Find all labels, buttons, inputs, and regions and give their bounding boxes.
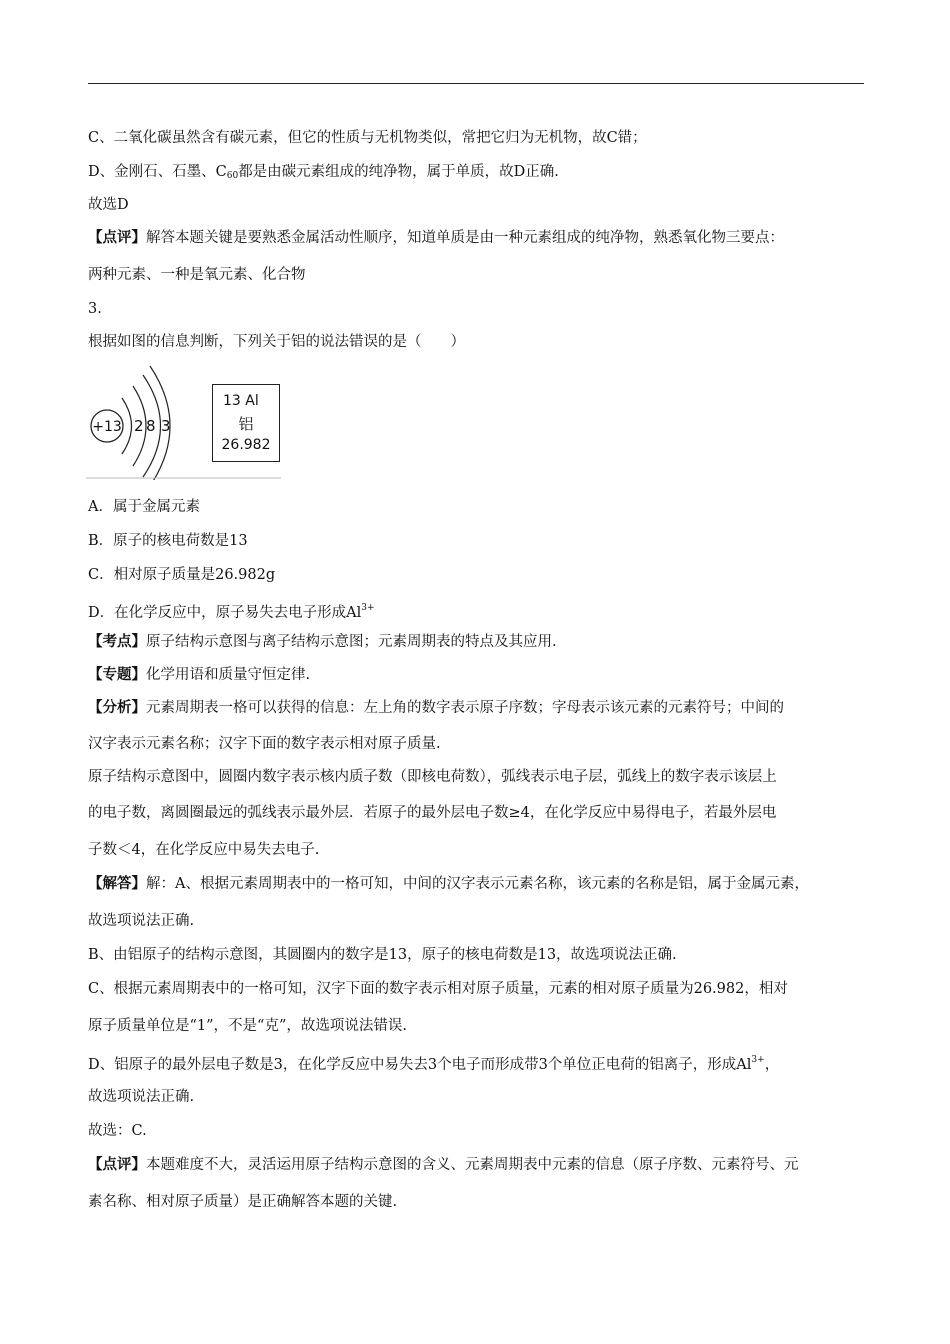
text-line: 子数＜4，在化学反应中易失去电子. [88, 842, 320, 858]
dianping-line [88, 1155, 799, 1175]
text-segment: 元素周期表一格可以获得的信息：左上角的数字表示原子序数；字母表示该元素的元素符号；中间的 [146, 700, 784, 716]
text-segment: 本题难度不大，灵活运用原子结构示意图的含义、元素周期表中元素的信息（原子序数、元素符号、元 [146, 1157, 799, 1173]
superscript: 3+ [361, 603, 375, 613]
text-segment: ， [764, 1057, 780, 1073]
text-line: 原子质量单位是“1”，不是“克”，故选项说法错误. [88, 1018, 407, 1034]
text-line: 的电子数，离圆圈最远的弧线表示最外层．若原子的最外层电子数≥4，在化学反应中易得电子，若最外层电 [88, 805, 777, 821]
shell-electron-count: 2 [134, 417, 144, 435]
section-tag: 【解答】 [88, 875, 146, 892]
text-line: 原子结构示意图中，圆圈内数字表示核内质子数（即核电荷数），弧线表示电子层，弧线上的数字表示该层上 [88, 769, 777, 785]
question-stem: 根据如图的信息判断，下列关于铝的说法错误的是（ ） [88, 334, 465, 350]
text-segment: D．在化学反应中，原子易失去电子形成Al [88, 605, 362, 621]
section-tag: 【点评】 [88, 1156, 146, 1173]
answer-line: 故选：C. [88, 1123, 147, 1139]
element-name: 铝 [238, 415, 254, 433]
option-a: A．属于金属元素 [88, 499, 200, 515]
option-b: B．原子的核电荷数是13 [88, 533, 248, 549]
text-line [88, 162, 559, 186]
text-segment: D、金刚石、石墨、C [88, 164, 227, 180]
section-tag: 【分析】 [88, 699, 146, 716]
text-line [88, 1050, 779, 1075]
section-tag: 【考点】 [88, 633, 146, 650]
jieda-line [88, 874, 809, 894]
text-segment: 原子结构示意图与离子结构示意图；元素周期表的特点及其应用. [146, 634, 557, 650]
text-line: 故选项说法正确. [88, 1089, 195, 1105]
kaodian-line [88, 632, 557, 652]
text-line: 故选D [88, 197, 129, 213]
nucleus-charge: +13 [92, 419, 122, 435]
subscript: 60 [226, 171, 239, 181]
text-line: B、由铝原子的结构示意图，其圆圈内的数字是13，原子的核电荷数是13，故选项说法正确. [88, 947, 677, 963]
text-line: 故选项说法正确. [88, 913, 195, 929]
fenxi-line [88, 698, 784, 718]
atomic-mass: 26.982 [221, 437, 271, 453]
text-line: 两种元素、一种是氧元素、化合物 [88, 267, 306, 283]
periodic-table-cell [212, 384, 280, 462]
superscript: 3+ [751, 1055, 765, 1065]
zhuanti-line [88, 665, 310, 685]
section-tag: 【专题】 [88, 666, 146, 683]
shell-electron-count: 3 [161, 417, 171, 435]
text-line [88, 228, 784, 248]
text-segment: 解答本题关键是要熟悉金属活动性顺序，知道单质是由一种元素组成的纯净物，熟悉氧化物三要点： [146, 230, 784, 246]
element-number-symbol: 13 Al [223, 393, 259, 409]
option-c: C．相对原子质量是26.982g [88, 567, 276, 583]
section-tag: 【点评】 [88, 229, 146, 246]
question-number: 3. [88, 301, 102, 317]
text-line: C、二氧化碳虽然含有碳元素，但它的性质与无机物类似，常把它归为无机物，故C错； [88, 130, 647, 146]
text-segment: 化学用语和质量守恒定律. [146, 667, 311, 683]
text-line: C、根据元素周期表中的一格可知，汉字下面的数字表示相对原子质量，元素的相对原子质量为26.982，相对 [88, 981, 788, 997]
text-line: 素名称、相对原子质量）是正确解答本题的关键. [88, 1194, 398, 1210]
text-segment: D、铝原子的最外层电子数是3，在化学反应中易失去3个电子而形成带3个单位正电荷的铝离子，形成Al [88, 1057, 752, 1073]
text-segment: 都是由碳元素组成的纯净物，属于单质，故D正确. [238, 164, 559, 180]
option-d [88, 598, 375, 623]
header-rule [88, 83, 864, 84]
shell-electron-count: 8 [146, 417, 156, 435]
text-segment: 解：A、根据元素周期表中的一格可知，中间的汉字表示元素名称，该元素的名称是铝，属于金属元素， [146, 876, 809, 892]
text-line: 汉字表示元素名称；汉字下面的数字表示相对原子质量. [88, 736, 441, 752]
